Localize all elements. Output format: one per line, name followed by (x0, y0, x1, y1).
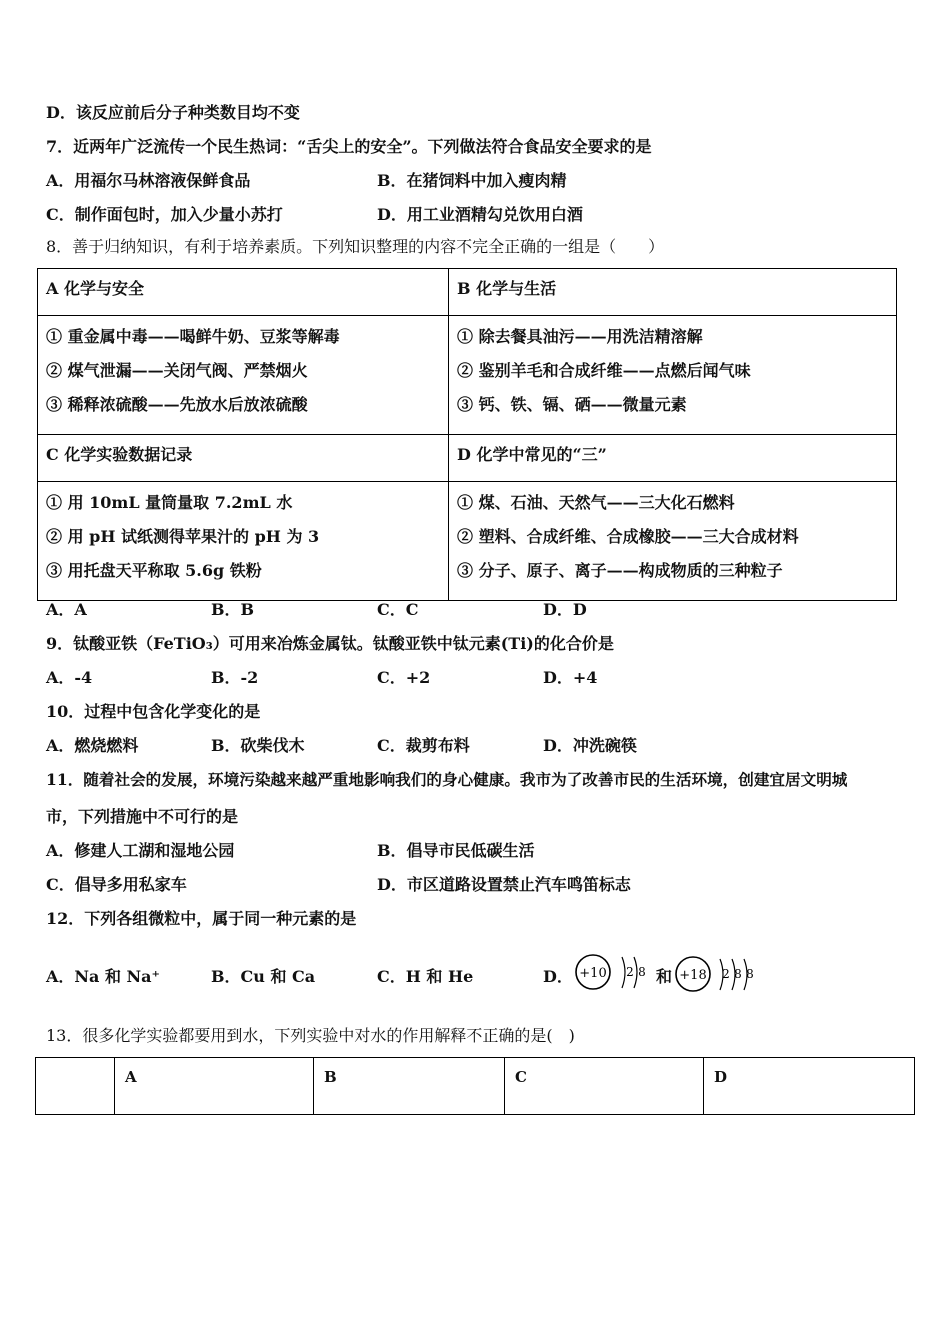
q10-option-c: C．裁剪布料 (377, 736, 470, 755)
q8-a-item: ③ 稀释浓硫酸——先放水后放浓硫酸 (46, 395, 308, 414)
neon-nucleus-charge: +10 (579, 966, 607, 981)
q8-a-item: ① 重金属中毒——喝鲜牛奶、豆浆等解毒 (46, 327, 340, 346)
q9-option-d: D．+4 (543, 668, 598, 687)
q12-option-a: A．Na 和 Na⁺ (46, 967, 160, 986)
q8-b-item: ① 除去餐具油污——用洗洁精溶解 (457, 327, 703, 346)
q8-c-item: ② 用 pH 试纸测得苹果汁的 pH 为 3 (46, 527, 320, 546)
q8-d-item: ③ 分子、原子、离子——构成物质的三种粒子 (457, 561, 783, 580)
neon-atom-structure (572, 950, 652, 996)
q11-option-d: D．市区道路设置禁止汽车鸣笛标志 (377, 875, 631, 894)
argon-nucleus-charge: +18 (679, 968, 707, 983)
q8-cell-b-body (449, 316, 897, 435)
q8-cell-b-title: B 化学与生活 (449, 269, 897, 316)
q8-option-b: B．B (211, 600, 255, 619)
q8-cell-c-body (38, 482, 449, 601)
q12-option-d: D． (543, 967, 573, 986)
q7-stem: 7．近两年广泛流传一个民生热词：“舌尖上的安全”。下列做法符合食品安全要求的是 (46, 137, 652, 156)
q10-option-a: A．燃烧燃料 (46, 736, 139, 755)
q8-cell-a-title: A 化学与安全 (38, 269, 449, 316)
q12-option-c: C．H 和 He (377, 967, 474, 986)
q13-header-b: B (314, 1058, 505, 1115)
q8-cell-d-title: D 化学中常见的“三” (449, 435, 897, 482)
q7-option-d: D．用工业酒精勾兑饮用白酒 (377, 205, 583, 224)
argon-shell-2: 8 (734, 967, 742, 981)
q8-cell-d-body (449, 482, 897, 601)
q7-option-b: B．在猪饲料中加入瘦肉精 (377, 171, 567, 190)
q8-cell-a-body (38, 316, 449, 435)
q9-option-c: C．+2 (377, 668, 431, 687)
argon-shell-3: 8 (746, 967, 754, 981)
q11-stem-line1: 11．随着社会的发展，环境污染越来越严重地影响我们的身心健康。我市为了改善市民的生活环境，创建宜居文明城 (46, 770, 848, 789)
neon-shell-2: 8 (638, 965, 646, 979)
q8-knowledge-table (37, 268, 897, 601)
q8-cell-c-title: C 化学实验数据记录 (38, 435, 449, 482)
q12-and-text: 和 (656, 967, 673, 986)
q13-header-empty (36, 1058, 115, 1115)
argon-shell-1: 2 (722, 967, 730, 981)
q11-option-a: A．修建人工湖和湿地公园 (46, 841, 235, 860)
q8-c-item: ① 用 10mL 量筒量取 7.2mL 水 (46, 493, 293, 512)
q8-a-item: ② 煤气泄漏——关闭气阀、严禁烟火 (46, 361, 308, 380)
q8-b-item: ③ 钙、铁、镉、硒——微量元素 (457, 395, 687, 414)
q13-water-table (35, 1057, 915, 1115)
neon-shell-1: 2 (626, 965, 634, 979)
q6-option-d: D．该反应前后分子种类数目均不变 (46, 103, 300, 122)
q11-stem-line2: 市，下列措施中不可行的是 (46, 807, 239, 826)
q9-option-a: A．-4 (46, 668, 93, 687)
q8-d-item: ① 煤、石油、天然气——三大化石燃料 (457, 493, 735, 512)
q11-option-c: C．倡导多用私家车 (46, 875, 187, 894)
q7-option-a: A．用福尔马林溶液保鲜食品 (46, 171, 251, 190)
q9-option-b: B．-2 (211, 668, 259, 687)
q8-option-d: D．D (543, 600, 587, 619)
q10-option-b: B．砍柴伐木 (211, 736, 305, 755)
q7-option-c: C．制作面包时，加入少量小苏打 (46, 205, 283, 224)
q8-b-item: ② 鉴别羊毛和合成纤维——点燃后闻气味 (457, 361, 751, 380)
q9-stem: 9．钛酸亚铁（FeTiO₃）可用来冶炼金属钛。钛酸亚铁中钛元素(Ti)的化合价是 (46, 634, 614, 653)
q12-option-b: B．Cu 和 Ca (211, 967, 316, 986)
q8-option-a: A．A (46, 600, 87, 619)
q8-stem: 8．善于归纳知识，有利于培养素质。下列知识整理的内容不完全正确的一组是（ ） (46, 237, 665, 256)
q13-stem: 13．很多化学实验都要用到水，下列实验中对水的作用解释不正确的是( ) (46, 1026, 575, 1045)
argon-atom-structure (672, 952, 756, 998)
q8-c-item: ③ 用托盘天平称取 5.6g 铁粉 (46, 561, 262, 580)
q10-option-d: D．冲洗碗筷 (543, 736, 637, 755)
q8-d-item: ② 塑料、合成纤维、合成橡胶——三大合成材料 (457, 527, 799, 546)
q12-stem: 12．下列各组微粒中，属于同一种元素的是 (46, 909, 357, 928)
q8-option-c: C．C (377, 600, 419, 619)
q10-stem: 10．过程中包含化学变化的是 (46, 702, 261, 721)
q11-option-b: B．倡导市民低碳生活 (377, 841, 535, 860)
q13-header-d: D (704, 1058, 915, 1115)
q13-header-c: C (505, 1058, 704, 1115)
q13-header-a: A (115, 1058, 314, 1115)
